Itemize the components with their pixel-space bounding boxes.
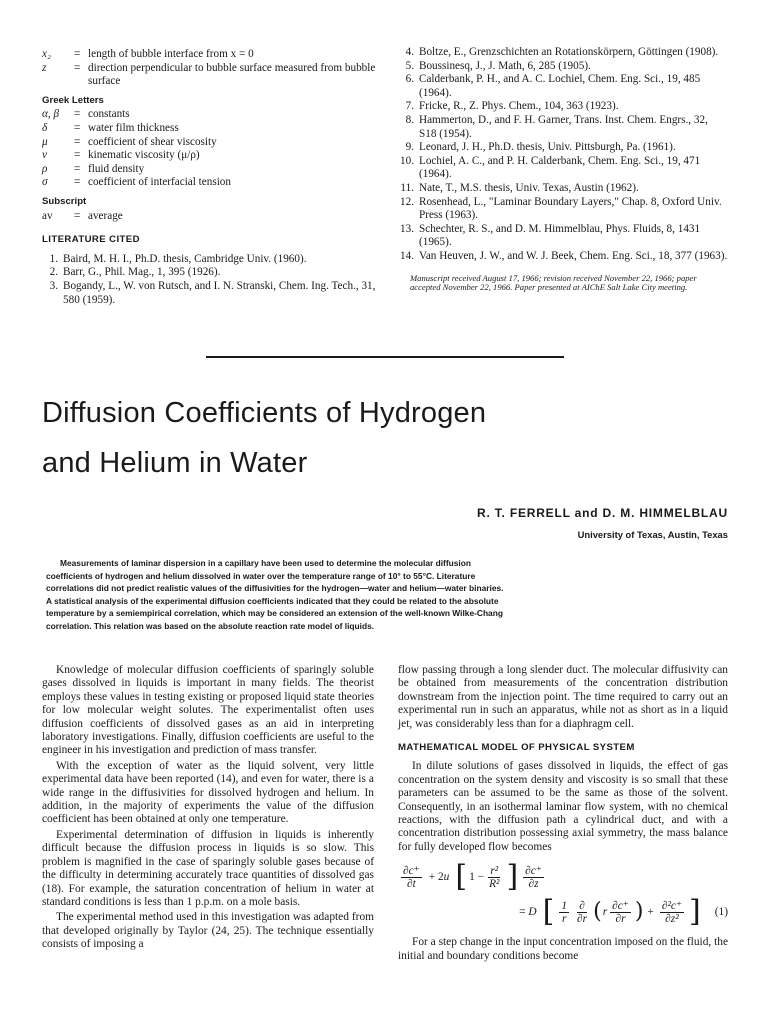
reference-item [398, 100, 728, 114]
equals-sign: = [74, 135, 81, 148]
nomenclature-definition: constants [88, 108, 130, 121]
reference-text: Leonard, J. H., Ph.D. thesis, Univ. Pittsburgh, Pa. (1961). [419, 141, 676, 154]
bracket-close: ] [688, 894, 701, 930]
reference-number: 5. [405, 59, 414, 72]
body-column-left [42, 664, 374, 954]
nomenclature-definition: coefficient of shear viscosity [88, 135, 217, 148]
author-affiliation: University of Texas, Austin, Texas [577, 529, 728, 540]
article-authors: R. T. FERRELL and D. M. HIMMELBLAU [477, 506, 728, 520]
nomenclature-definition: fluid density [88, 162, 145, 175]
bracket-open: [ [455, 859, 468, 895]
nomenclature-block [42, 48, 377, 307]
section-divider [206, 356, 564, 358]
reference-number: 13. [400, 222, 414, 235]
nomenclature-symbol: δ [42, 121, 48, 134]
equals-sign: = [74, 176, 81, 189]
reference-number: 10. [400, 154, 414, 167]
nomenclature-entry [42, 136, 377, 150]
equation-number: (1) [714, 905, 728, 918]
second-partial-c-dz: $\frac{\text{∂²c⁺}}{\text{∂z²}}$ [661, 899, 682, 925]
one-over-r: $\frac{1}{r}$ [561, 899, 568, 925]
body-paragraph: With the exception of water as the liquid solvent, very little experimental data have been reported (14), and even for water, there is a wide range in the diffusivities for dissolved hydrogen and helium. In addition, in the majority of experiments the value of the diffusion coefficient has been obtained at only one temperature. [42, 759, 374, 826]
equals-sign: = [74, 149, 81, 162]
equals-sign: = [74, 209, 81, 222]
reference-number: 1. [49, 252, 58, 265]
nomenclature-entry [42, 62, 377, 89]
nomenclature-entry [42, 210, 377, 224]
nomenclature-entry [42, 108, 377, 122]
reference-text: Calderbank, P. H., and A. C. Lochiel, Chem. Eng. Sci., 19, 485 (1964). [419, 73, 701, 99]
reference-item [42, 280, 377, 307]
nomenclature-entry [42, 48, 377, 62]
reference-text: Boussinesq, J., J. Math, 6, 285 (1905). [419, 59, 591, 72]
equation-rhs: = D [ $\frac{1}{r}$ $\frac{\partial}{\partial r}$ ( r $\frac{\partial c^+}{\partial r}$ ) + $\frac{\text{∂²c⁺}}{\text{∂z²}}$ ] (1) [519, 894, 728, 930]
body-paragraph: The experimental method used in this investigation was adapted from that developed originally by Taylor (24, 25). The technique essentially consists of imposing a [42, 911, 374, 951]
body-paragraph: In dilute solutions of gases dissolved in liquids, the effect of gas concentration on the system density and viscosity is so small that these parameters can be assumed to be the same as those of the solvent. Consequently, in an isothermal laminar flow system, with no chemical reactions, with the diffusion path a cylindrical duct, and with a concentration distribution possessing axial symmetry, the mass balance for fully developed flow becomes [398, 760, 728, 853]
reference-text: Bogandy, L., W. von Rutsch, and I. N. Stranski, Chem. Ing. Tech., 31, 580 (1959). [63, 279, 376, 306]
manuscript-note: Manuscript received August 17, 1966; revision received November 22, 1966; paper accepted November 22, 1966. Paper presented at AIChE Salt Lake City meeting. [410, 272, 697, 293]
reference-item [42, 266, 377, 280]
nomenclature-symbol: ν [42, 149, 47, 162]
reference-item [398, 46, 728, 60]
reference-item [398, 114, 728, 141]
reference-text: Baird, M. H. I., Ph.D. thesis, Cambridge Univ. (1960). [63, 252, 307, 265]
nomenclature-entry [42, 163, 377, 177]
reference-number: 4. [405, 46, 414, 58]
reference-number: 6. [405, 73, 414, 86]
reference-number: 11. [400, 181, 414, 194]
nomenclature-symbol: av [42, 209, 53, 222]
reference-text: Fricke, R., Z. Phys. Chem., 104, 363 (1923). [419, 100, 619, 113]
reference-text: Barr, G., Phil. Mag., 1, 395 (1926). [63, 266, 221, 279]
nomenclature-symbol: z [42, 61, 47, 74]
article-title-line: and Helium in Water [42, 447, 308, 479]
partial-c-dr: $\frac{\partial c^+}{\partial r}$ [612, 899, 629, 925]
bracket-close: ] [506, 859, 519, 895]
reference-text: Nate, T., M.S. thesis, Univ. Texas, Austin (1962). [419, 181, 639, 194]
equals-sign: = [74, 48, 81, 60]
nomenclature-symbol: μ [42, 135, 48, 148]
nomenclature-entry [42, 176, 377, 190]
equals-sign: = [74, 121, 81, 134]
equals-sign: = [74, 108, 81, 121]
article-title [42, 388, 732, 488]
equals-sign: = [74, 61, 81, 74]
reference-item [398, 196, 728, 223]
paren-open: ( [593, 899, 602, 925]
r-squared-over-R-squared: $\frac{\text{r²}}{\text{R²}}$ [489, 864, 500, 890]
reference-number: 12. [400, 195, 414, 208]
nomenclature-symbol: σ [42, 176, 48, 189]
nomenclature-definition: water film thickness [88, 121, 179, 134]
article-abstract: Measurements of laminar dispersion in a capillary have been used to determine the molecular diffusion coefficients of hydrogen and helium dissolved in water over the temperature range of 10° to 55°C. Literature correlations did not predict realistic values of the diffusivities for the hydrogen—water and helium—water binaries. A statistical analysis of the experimental diffusion coefficients indicated that they could be related to the absolute temperature by a semiempirical correlation, which may be considered an extension of the well-known Wilke-Chang correlation. This relation was based on the absolute reaction rate model of liquids. [46, 558, 504, 631]
reference-number: 9. [405, 141, 414, 154]
reference-number: 2. [49, 266, 58, 279]
body-paragraph: Experimental determination of diffusion in liquids is inherently difficult because the diffusion process in liquids is so slow. This problem is magnified in the case of sparingly soluble gases because of the difficulty in determining accurately trace quantities of dissolved gas (18). For example, the saturation concentration of helium in water at standard conditions is less than 1 p.p.m. on a mole basis. [42, 828, 374, 908]
partial-c-dt: $\frac{\partial c^+}{\partial t}$ [403, 864, 420, 890]
body-paragraph: flow passing through a long slender duct. The molecular diffusivity can be obtained from measurements of the concentration distribution downstream from the injection point. The time required to carry out an experimental run in such an apparatus, while not as short as in a liquid jet, was considerably less than for a diaphragm cell. [398, 664, 728, 730]
section-heading: MATHEMATICAL MODEL OF PHYSICAL SYSTEM [398, 742, 635, 754]
reference-item [398, 60, 728, 74]
nomenclature-entry [42, 122, 377, 136]
literature-cited-heading: LITERATURE CITED [42, 234, 140, 246]
reference-text: Boltze, E., Grenzschichten an Rotationskörpern, Göttingen (1908). [419, 46, 719, 58]
nomenclature-definition: kinematic viscosity (μ/ρ) [88, 149, 200, 162]
reference-text: Van Heuven, J. W., and W. J. Beek, Chem. Eng. Sci., 18, 377 (1963). [419, 249, 728, 262]
reference-item [398, 223, 728, 250]
reference-text: Rosenhead, L., "Laminar Boundary Layers," Chap. 8, Oxford Univ. Press (1963). [419, 195, 722, 222]
reference-number: 3. [49, 279, 58, 292]
reference-number: 14. [400, 249, 414, 262]
nomenclature-definition: coefficient of interfacial tension [88, 176, 231, 189]
body-paragraph: For a step change in the input concentration imposed on the fluid, the initial and boundary conditions become [398, 936, 729, 962]
reference-item [398, 182, 728, 196]
partial-c-dz: $\frac{\partial c^+}{\partial z}$ [525, 864, 542, 890]
greek-letters-heading: Greek Letters [42, 94, 104, 106]
body-paragraph: Knowledge of molecular diffusion coefficients of sparingly soluble gases dissolved in liquids is important in many fields. The theorist employs these values in testing existing or proposed liquid state theories for low molecular weight solutes. The experimentalist often uses diffusion coefficients of dissolved gases as an aid in interpreting laboratory investigations. Finally, diffusion coefficients are useful to the engineer in his investigation and prediction of mass transfer. [42, 664, 374, 757]
nomenclature-definition: direction perpendicular to bubble surface measured from bubble surface [88, 61, 376, 88]
bracket-open: [ [542, 894, 555, 930]
reference-number: 7. [405, 100, 414, 113]
body-column-right [398, 664, 728, 965]
equation-1 [398, 860, 728, 930]
reference-text: Hammerton, D., and F. H. Garner, Trans. Inst. Chem. Engrs., 32, S18 (1954). [419, 113, 708, 140]
reference-text: Schechter, R. S., and D. M. Himmelblau, Phys. Fluids, 8, 1431 (1965). [419, 222, 701, 249]
equals-sign: = [74, 162, 81, 175]
reference-text: Lochiel, A. C., and P. H. Calderbank, Chem. Eng. Sci., 19, 471 (1964). [419, 154, 701, 181]
partial-dr: $\frac{\partial}{\partial r}$ [577, 899, 588, 925]
nomenclature-definition: average [88, 209, 123, 222]
reference-item [398, 141, 728, 155]
reference-item [398, 73, 728, 100]
nomenclature-symbol: ρ [42, 162, 48, 175]
nomenclature-symbol: x₂ [42, 48, 51, 60]
equation-lhs: $\frac{\partial c^+}{\partial t}$ + 2u [ 1 − $\frac{\text{r²}}{\text{R²}}$ ] $\frac{\partial c^+}{\partial z}$ [403, 859, 542, 895]
reference-number: 8. [405, 113, 414, 126]
reference-item [398, 250, 728, 264]
reference-item [398, 155, 728, 182]
subscript-heading: Subscript [42, 195, 87, 207]
nomenclature-symbol: α, β [42, 108, 60, 121]
paren-close: ) [634, 899, 644, 925]
article-title-line: Diffusion Coefficients of Hydrogen [42, 397, 487, 429]
nomenclature-entry [42, 149, 377, 163]
nomenclature-definition: length of bubble interface from x = 0 [88, 48, 254, 60]
references-continued [398, 46, 728, 293]
reference-item [42, 253, 377, 267]
